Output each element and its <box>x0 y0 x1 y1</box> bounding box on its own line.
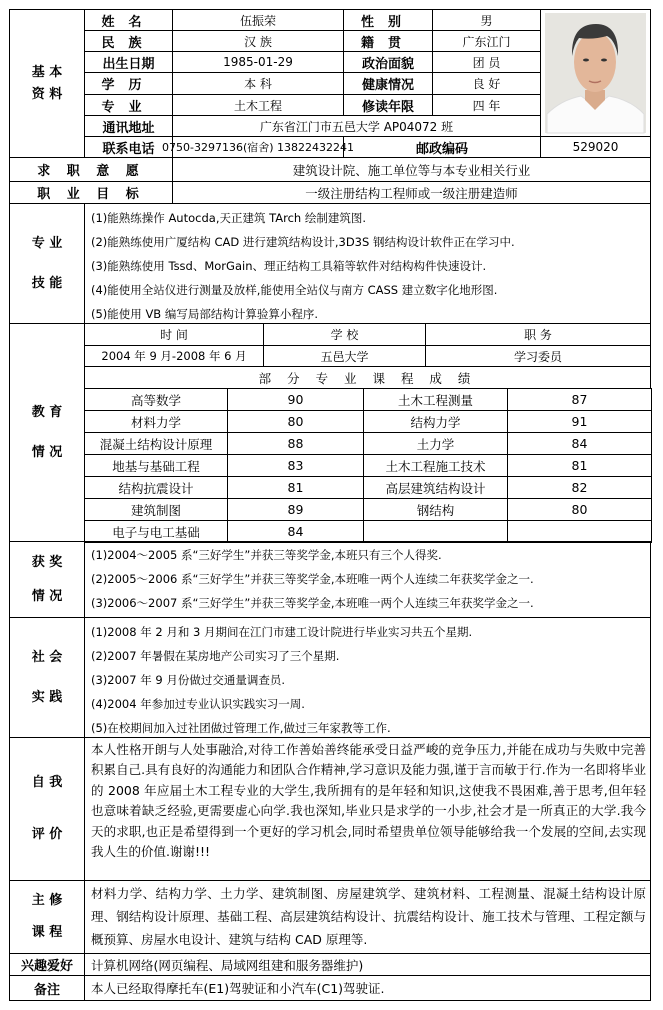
course-name: 结构力学 <box>363 410 508 433</box>
major-value: 土木工程 <box>172 94 344 116</box>
edu-header-position: 职 务 <box>425 323 651 346</box>
skill-item: (5)能使用 VB 编写局部结构计算验算小程序. <box>91 307 319 321</box>
edu-school: 五邑大学 <box>263 345 426 367</box>
practice-item: (5)在校期间加入过社团做过管理工作,做过三年家教等工作. <box>91 721 391 735</box>
grades-title: 部 分 专 业 课 程 成 绩 <box>84 366 651 389</box>
hometown-label: 籍贯 <box>343 30 433 52</box>
skill-item: (4)能使用全站仪进行测量及放样,能使用全站仪与南方 CASS 建立数字化地形图. <box>91 283 498 297</box>
course-score: 89 <box>227 498 364 521</box>
ethnicity-label: 民族 <box>84 30 173 52</box>
practice-item: (4)2004 年参加过专业认识实践实习一周. <box>91 697 305 711</box>
course-name: 土木工程测量 <box>363 388 508 411</box>
practice-section-label <box>9 617 85 738</box>
practice-label-line2: 实 践 <box>31 689 63 705</box>
gender-label: 性别 <box>343 9 433 31</box>
person-photo-icon <box>541 10 650 136</box>
practice-list <box>84 617 651 738</box>
practice-item: (1)2008 年 2 月和 3 月期间在江门市建工设计院进行毕业实习共五个星期. <box>91 625 473 639</box>
course-name: 建筑制图 <box>84 498 228 521</box>
course-score: 82 <box>507 476 652 499</box>
phone-label: 联系电话 <box>84 136 173 158</box>
practice-label-line1: 社 会 <box>31 649 63 665</box>
skills-list <box>84 203 651 324</box>
awards-section-label <box>9 541 85 618</box>
courses-label-line2: 课 程 <box>31 925 63 940</box>
education-level-value: 本 科 <box>172 72 344 95</box>
address-label: 通讯地址 <box>84 115 173 137</box>
course-score: 80 <box>227 410 364 433</box>
study-years-value: 四 年 <box>432 94 541 116</box>
course-name: 土木工程施工技术 <box>363 454 508 477</box>
political-value: 团 员 <box>432 51 541 73</box>
practice-item: (3)2007 年 9 月份做过交通量调查员. <box>91 673 285 687</box>
skill-item: (2)能熟练使用广厦结构 CAD 进行建筑结构设计,3D3S 钢结构设计软件正在学习中. <box>91 235 515 249</box>
skills-label-line1: 专 业 <box>31 235 63 251</box>
basic-info-section-label <box>9 9 85 158</box>
remark-value: 本人已经取得摩托车(E1)驾驶证和小汽车(C1)驾驶证. <box>84 975 651 1001</box>
address-value: 广东省江门市五邑大学 AP04072 班 <box>172 115 541 137</box>
hobby-label: 兴趣爱好 <box>9 953 85 976</box>
birthdate-label: 出生日期 <box>84 51 173 73</box>
self-eval-section-label <box>9 737 85 881</box>
courses-label-line1: 主 修 <box>31 893 63 908</box>
course-score: 88 <box>227 432 364 455</box>
course-score: 84 <box>227 520 364 543</box>
edu-header-school: 学 校 <box>263 323 426 346</box>
course-score: 83 <box>227 454 364 477</box>
phone-value: 0750-3297136(宿舍) 13822432241 <box>172 136 344 158</box>
course-score: 87 <box>507 388 652 411</box>
award-item: (3)2006～2007 系“三好学生”并获三等奖学金,本班唯一两个人连续三年获奖学金之一. <box>91 596 534 610</box>
course-name <box>363 520 508 543</box>
job-intent-value: 建筑设计院、施工单位等与本专业相关行业 <box>172 157 651 182</box>
courses-section-label <box>9 880 85 954</box>
profile-photo <box>540 9 651 137</box>
education-level-label: 学历 <box>84 72 173 95</box>
course-name: 电子与电工基础 <box>84 520 228 543</box>
course-name: 高层建筑结构设计 <box>363 476 508 499</box>
course-score: 81 <box>227 476 364 499</box>
edu-header-time: 时 间 <box>84 323 264 346</box>
name-value: 伍振荣 <box>172 9 344 31</box>
study-years-label: 修读年限 <box>343 94 433 116</box>
course-score: 80 <box>507 498 652 521</box>
education-label-line1: 教 育 <box>31 404 63 420</box>
hometown-value: 广东江门 <box>432 30 541 52</box>
political-label: 政治面貌 <box>343 51 433 73</box>
course-name: 土力学 <box>363 432 508 455</box>
self-eval-label-line2: 评 价 <box>31 827 63 842</box>
career-goal-label: 职 业 目 标 <box>9 181 173 204</box>
edu-position: 学习委员 <box>425 345 651 367</box>
course-name: 结构抗震设计 <box>84 476 228 499</box>
course-score: 91 <box>507 410 652 433</box>
course-name: 地基与基础工程 <box>84 454 228 477</box>
course-name: 钢结构 <box>363 498 508 521</box>
education-label-line2: 情 况 <box>31 444 63 460</box>
postcode-label: 邮政编码 <box>343 136 541 158</box>
self-eval-label-line1: 自 我 <box>31 775 63 790</box>
postcode-value: 529020 <box>540 136 651 158</box>
skills-label-line2: 技 能 <box>31 275 63 291</box>
course-name: 混凝土结构设计原理 <box>84 432 228 455</box>
ethnicity-value: 汉 族 <box>172 30 344 52</box>
birthdate-value: 1985-01-29 <box>172 51 344 73</box>
education-section-label <box>9 323 85 542</box>
course-score: 84 <box>507 432 652 455</box>
course-score: 81 <box>507 454 652 477</box>
award-item: (2)2005～2006 系“三好学生”并获三等奖学金,本班唯一两个人连续二年获奖学金之一. <box>91 572 534 586</box>
remark-label: 备注 <box>9 975 85 1001</box>
major-label: 专业 <box>84 94 173 116</box>
skill-item: (3)能熟练使用 Tssd、MorGain、理正结构工具箱等软件对结构构件快速设计. <box>91 259 487 273</box>
hobby-value: 计算机网络(网页编程、局域网组建和服务器维护) <box>84 953 651 976</box>
self-eval-text: 本人性格开朗与人处事融洽,对待工作善始善终能承受日益严峻的竞争压力,并能在成功与失败中完善积累自己.具有良好的沟通能力和团队合作精神,学习意识及能力强,谨于言而敏于行.作为一名即将毕业的 2008 年应届土木工程专业的大学生,我所拥有的是年轻和知识,这使我不畏困难,善于思考,但年轻也意味着缺乏经验,更需要虚心向学.我也深知,毕业只是求学的一小步,社会才是一所真正的大学.我今天的求职,也正是希望得到一个更好的学习机会,同时希望贵单位领导能够给我一个发展的空间,去实现我人生的价值.谢谢!!! <box>84 737 651 881</box>
health-label: 健康情况 <box>343 72 433 95</box>
courses-text: 材料力学、结构力学、土力学、建筑制图、房屋建筑学、建筑材料、工程测量、混凝土结构设计原理、钢结构设计原理、基础工程、高层建筑结构设计、抗震结构设计、施工技术与管理、工程定额与概预算、房屋水电设计、建筑与结构 CAD 原理等. <box>84 880 651 954</box>
name-label: 姓名 <box>84 9 173 31</box>
edu-time: 2004 年 9 月-2008 年 6 月 <box>84 345 264 367</box>
career-goal-value: 一级注册结构工程师或一级注册建造师 <box>172 181 651 204</box>
basic-label-line1: 基 本 <box>31 64 63 80</box>
job-intent-label: 求 职 意 愿 <box>9 157 173 182</box>
awards-list <box>84 541 651 618</box>
gender-value: 男 <box>432 9 541 31</box>
award-item: (1)2004～2005 系“三好学生”并获三等奖学金,本班只有三个人得奖. <box>91 548 442 562</box>
skills-section-label <box>9 203 85 324</box>
course-score <box>507 520 652 543</box>
health-value: 良 好 <box>432 72 541 95</box>
course-name: 材料力学 <box>84 410 228 433</box>
skill-item: (1)能熟练操作 Autocda,天正建筑 TArch 绘制建筑图. <box>91 211 367 225</box>
basic-label-line2: 资 料 <box>31 86 63 102</box>
awards-label-line2: 情 况 <box>31 588 63 604</box>
course-score: 90 <box>227 388 364 411</box>
practice-item: (2)2007 年暑假在某房地产公司实习了三个星期. <box>91 649 340 663</box>
awards-label-line1: 获 奖 <box>31 554 63 570</box>
course-name: 高等数学 <box>84 388 228 411</box>
